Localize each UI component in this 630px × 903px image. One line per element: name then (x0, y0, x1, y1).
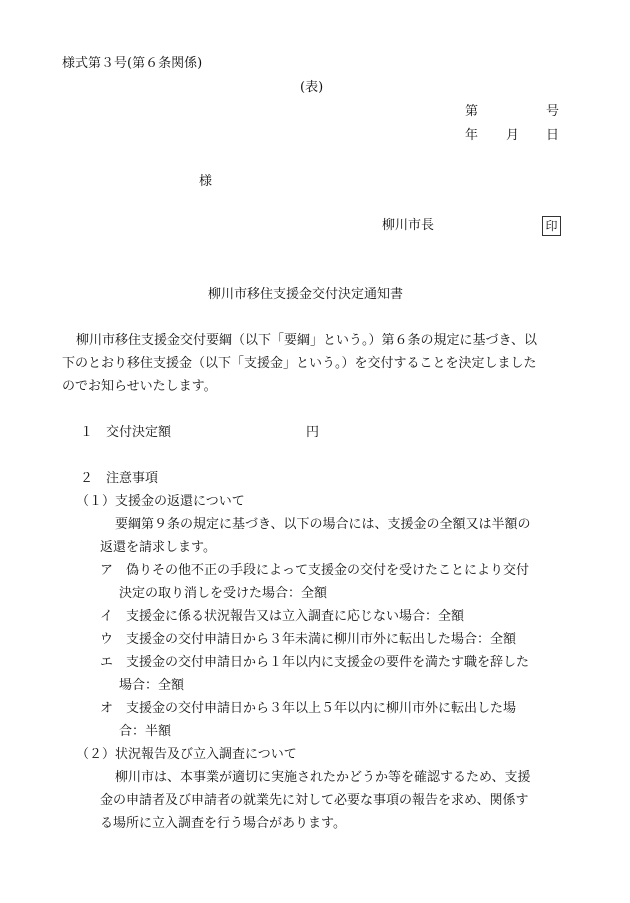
refund-item-o-cont: 合：半額 (119, 724, 172, 739)
refund-item-a: ア 偽りその他不正の手段によって支援金の交付を受けたことにより交付 (100, 563, 530, 578)
seal-stamp: 印 (542, 216, 561, 236)
recipient-honorific: 様 (199, 174, 213, 189)
report-para-line: 柳川市は、本事業が適切に実施されたかどうか等を確認するため、支援 (115, 770, 531, 785)
intro-line: 柳川市移住支援金交付要綱（以下「要綱」という。）第６条の規定に基づき、以 (76, 333, 537, 348)
refund-item-a-cont: 決定の取り消しを受けた場合：全額 (119, 586, 328, 601)
date-month: 月 (506, 128, 520, 143)
date-year: 年 (465, 128, 479, 143)
refund-item-u: ウ 支援金の交付申請日から３年未満に柳川市外に転出した場合：全額 (100, 632, 517, 647)
report-para-line: る場所に立入調査を行う場合があります。 (100, 816, 346, 831)
refund-item-o: オ 支援金の交付申請日から３年以上５年以内に柳川市外に転出した場 (100, 701, 517, 716)
date-day: 日 (546, 128, 560, 143)
notes-heading: ２ 注意事項 (80, 471, 159, 486)
document-title: 柳川市移住支援金交付決定通知書 (208, 287, 404, 302)
issuer-name: 柳川市長 (382, 218, 435, 233)
subheading-refund: （１）支援金の返還について (76, 494, 245, 509)
omote-label: (表) (300, 80, 324, 95)
refund-para-line: 返還を請求します。 (100, 540, 216, 555)
form-number: 様式第３号(第６条関係) (62, 56, 203, 71)
subheading-report: （２）状況報告及び立入調査について (76, 747, 297, 762)
report-para-line: 金の申請者及び申請者の就業先に対して必要な事項の報告を求め、関係す (100, 793, 529, 808)
refund-para-line: 要綱第９条の規定に基づき、以下の場合には、支援金の全額又は半額の (115, 517, 531, 532)
intro-line: のでお知らせいたします。 (62, 379, 217, 394)
grant-amount-unit: 円 (306, 425, 320, 440)
grant-amount-label: １ 交付決定額 (80, 425, 172, 440)
refund-item-i: イ 支援金に係る状況報告又は立入調査に応じない場合：全額 (100, 609, 465, 624)
number-suffix: 号 (546, 104, 560, 119)
intro-line: 下のとおり移住支援金（以下「支援金」という。）を交付することを決定しました (62, 356, 537, 371)
refund-item-e: エ 支援金の交付申請日から１年以内に支援金の要件を満たす職を辞した (100, 655, 530, 670)
refund-item-e-cont: 場合：全額 (119, 678, 185, 693)
number-prefix: 第 (465, 104, 479, 119)
